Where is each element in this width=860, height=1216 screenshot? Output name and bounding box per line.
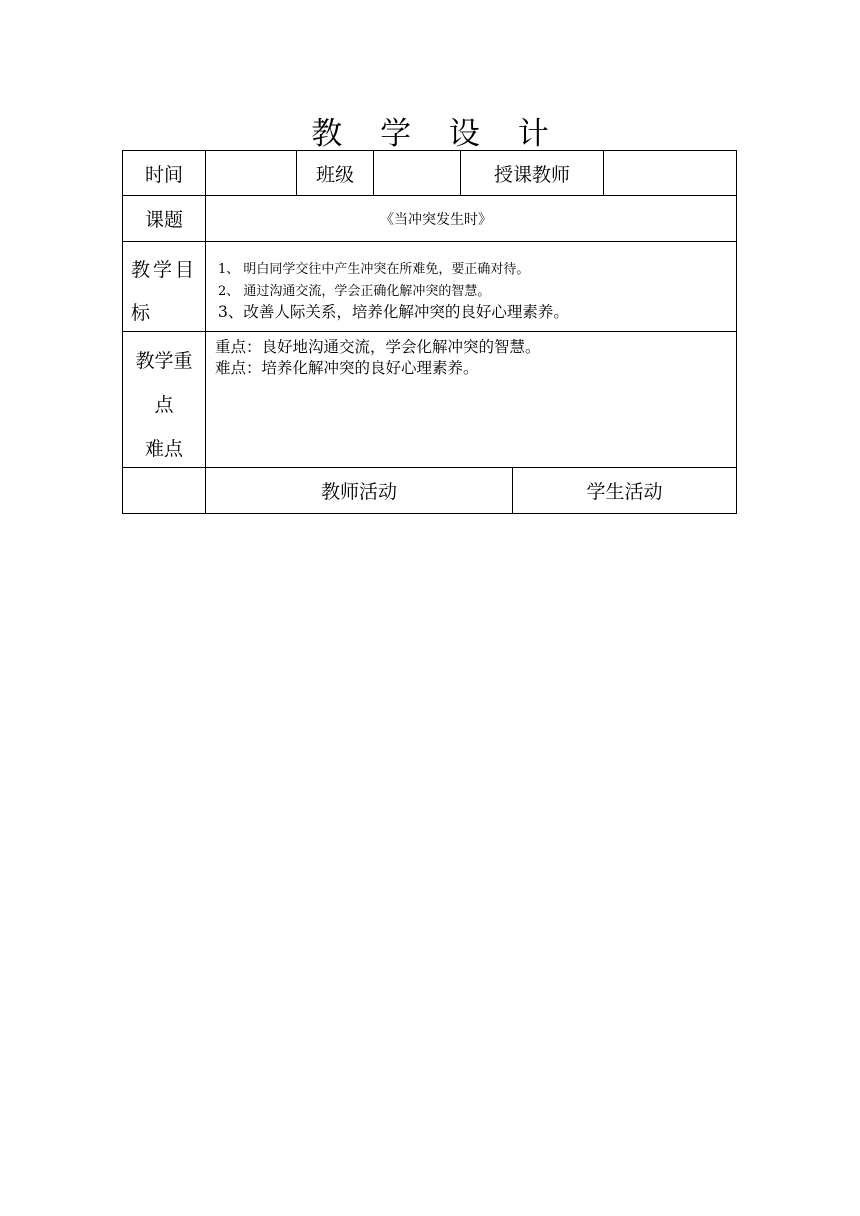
teacher-value-cell[interactable]: [603, 150, 737, 196]
teacher-activity-cell: [205, 467, 513, 514]
keypoints-label-line2: 点: [154, 394, 174, 416]
class-label: 班级: [315, 163, 354, 186]
time-value-cell[interactable]: [205, 150, 297, 196]
class-value-cell[interactable]: [373, 150, 461, 196]
keypoint-item: 难点：培养化解冲突的良好心理素养。: [215, 359, 479, 377]
class-label-cell: [296, 150, 374, 196]
keypoints-content-cell: [205, 331, 737, 468]
objectives-label-cell: [122, 241, 206, 332]
topic-label: 课题: [144, 209, 183, 231]
topic-value: 《当冲突发生时》: [380, 211, 492, 228]
keypoints-label-line1: 教学重: [135, 350, 193, 372]
objectives-content-cell: [205, 241, 737, 332]
keypoints-label-cell: [122, 331, 206, 468]
topic-label-cell: [122, 195, 206, 242]
objectives-label-line1: 教学目: [131, 259, 198, 281]
keypoints-label-line3: 难点: [144, 438, 183, 460]
time-label-cell: [122, 150, 206, 196]
keypoint-item: 重点：良好地沟通交流，学会化解冲突的智慧。: [215, 338, 541, 356]
page-title: 教 学 设 计: [311, 116, 563, 152]
objective-item: 1、 明白同学交往中产生冲突在所难免，要正确对待。: [218, 262, 530, 277]
student-activity-cell: [512, 467, 737, 514]
objective-item: 3、改善人际关系，培养化解冲突的良好心理素养。: [218, 303, 569, 321]
student-activity-label: 学生活动: [586, 481, 663, 503]
objective-item: 2、 通过沟通交流，学会正确化解冲突的智慧。: [218, 284, 491, 299]
teacher-activity-label: 教师活动: [320, 481, 397, 503]
teacher-label: 授课教师: [493, 163, 570, 186]
objectives-label-line2: 标: [131, 302, 151, 324]
topic-value-cell: [205, 195, 737, 242]
activity-blank-cell: [122, 467, 206, 514]
time-label: 时间: [144, 163, 183, 186]
teacher-label-cell: [460, 150, 604, 196]
